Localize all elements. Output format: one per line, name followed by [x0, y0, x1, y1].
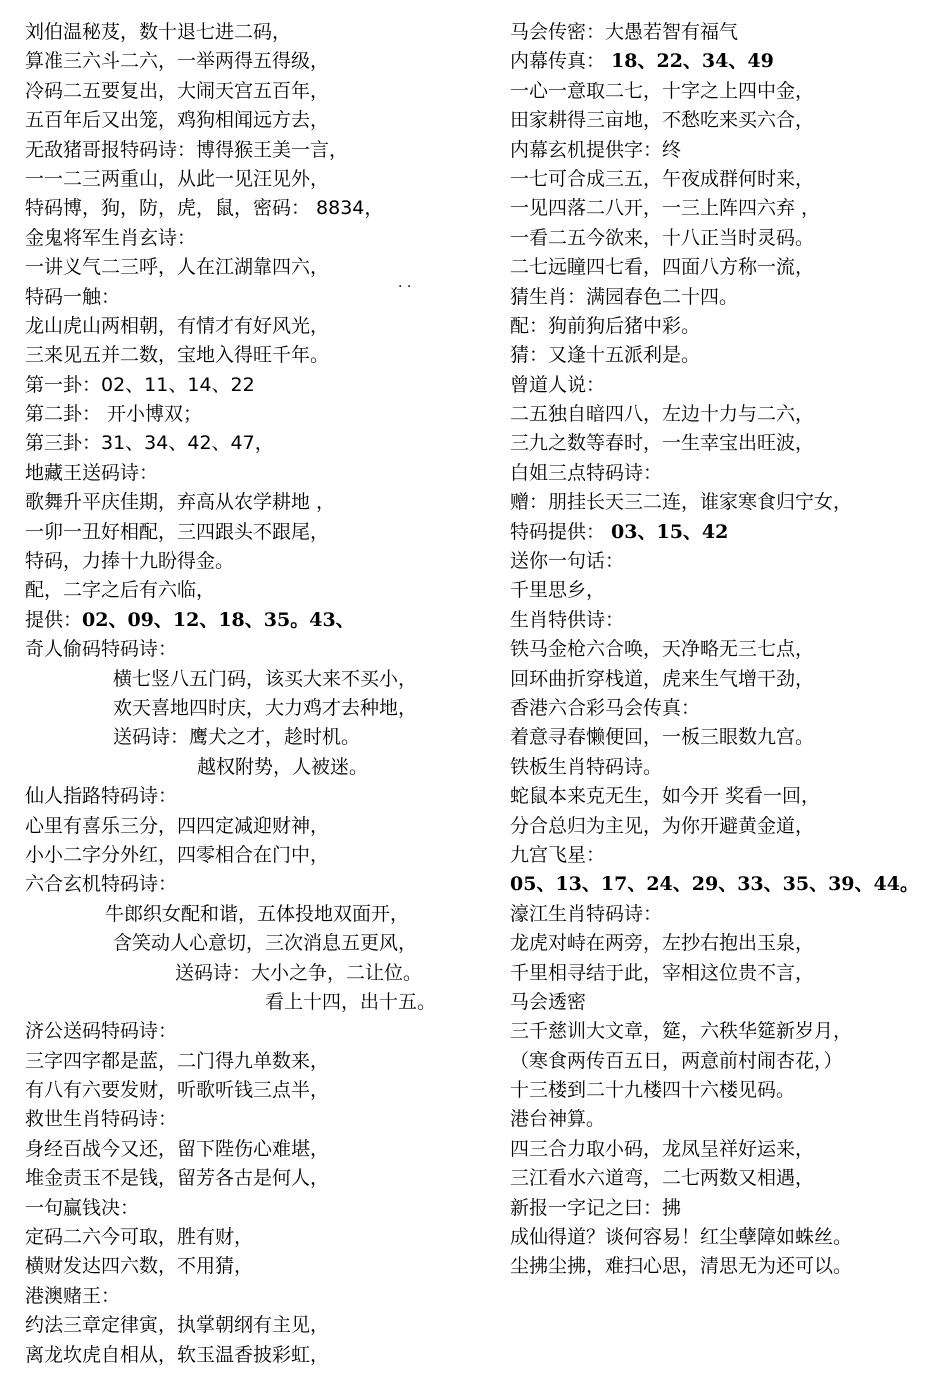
left-text-line — [25, 576, 495, 605]
left-text-line — [25, 18, 495, 47]
line-text: 五百年后又出笼，鸡狗相闻远方去， — [25, 109, 330, 132]
right-text-line — [510, 1076, 930, 1105]
right-text-line — [510, 106, 930, 135]
right-text-line — [510, 1194, 930, 1223]
right-text-line — [510, 988, 930, 1017]
line-text: 港台神算。 — [510, 1108, 606, 1131]
right-text-line — [510, 1017, 930, 1046]
right-text-line — [510, 1047, 930, 1076]
right-text-line — [510, 429, 930, 458]
line-text: 第一卦：02、11、14、22 — [25, 373, 255, 396]
line-text: 小小二字分外红，四零相合在门中， — [25, 843, 330, 866]
left-text-line — [25, 371, 495, 400]
line-bold-numbers: 18、22、34、49 — [611, 50, 774, 73]
line-text: 救世生肖特码诗： — [25, 1108, 178, 1131]
line-text: 横七竖八五门码，该买大来不买小， — [113, 667, 418, 690]
line-text: 一见四落二八开，一三上阵四六弃 ， — [510, 197, 821, 220]
left-text-line — [25, 723, 495, 752]
line-bold-numbers: 05、13、17、24、29、33、35、39、44。 — [510, 873, 919, 896]
right-text-line — [510, 194, 930, 223]
right-text-line — [510, 371, 930, 400]
line-text: 横财发达四六数，不用猜， — [25, 1255, 254, 1278]
line-text: 特码一触： — [25, 285, 121, 308]
left-text-line — [25, 812, 495, 841]
line-text: 二五独自暗四八，左边十力与二六， — [510, 403, 815, 426]
line-text: 第二卦： 开小博双； — [25, 403, 203, 426]
left-text-line — [25, 224, 495, 253]
left-text-line — [25, 900, 495, 929]
stray-dots: . . — [398, 275, 412, 291]
right-text-line — [510, 77, 930, 106]
line-text: 内幕玄机提供字：终 — [510, 138, 682, 161]
line-text: 济公送码特码诗： — [25, 1020, 178, 1043]
line-text: 铁板生肖特码诗。 — [510, 755, 663, 778]
right-text-line — [510, 782, 930, 811]
right-text-line — [510, 18, 930, 47]
right-text-line — [510, 1252, 930, 1281]
line-text: 马会传密：大愚若智有福气 — [510, 21, 739, 43]
left-text-line — [25, 400, 495, 429]
left-text-line — [25, 841, 495, 870]
line-text: 配：狗前狗后猪中彩。 — [510, 314, 701, 337]
line-text: 三九之数等春时，一生幸宝出旺波， — [510, 432, 815, 455]
line-text: 第三卦：31、34、42、47， — [25, 432, 274, 455]
right-text-line — [510, 1105, 930, 1134]
left-text-line — [25, 547, 495, 576]
right-text-line — [510, 283, 930, 312]
right-text-line — [510, 341, 930, 370]
left-text-line — [25, 959, 495, 988]
line-text: 金鬼将军生肖玄诗： — [25, 226, 197, 249]
left-text-line — [25, 1341, 495, 1370]
left-text-line — [25, 1017, 495, 1046]
left-text-line — [25, 341, 495, 370]
left-text-line — [25, 929, 495, 958]
line-text: 蛇鼠本来克无生，如今开 奖看一回， — [510, 785, 821, 808]
line-text: 仙人指路特码诗： — [25, 785, 178, 808]
line-text: 九宫飞星： — [510, 843, 606, 866]
line-text: 冷码二五要复出，大闹天宫五百年， — [25, 79, 330, 102]
right-text-line — [510, 812, 930, 841]
line-text: 一句赢钱决： — [25, 1196, 140, 1219]
line-text: 三字四字都是蓝，二门得九单数来， — [25, 1049, 330, 1072]
right-text-line — [510, 841, 930, 870]
line-text: 一心一意取二七，十字之上四中金， — [510, 79, 815, 102]
line-text: 约法三章定律寅，执掌朝纲有主见， — [25, 1314, 330, 1337]
line-text: 定码二六今可取，胜有财， — [25, 1226, 254, 1249]
line-text: 猜：又逢十五派利是。 — [510, 344, 701, 367]
line-text: （寒食两传百五日，两意前村闹杏花，） — [510, 1049, 843, 1072]
line-text: 三来见五并二数，宝地入得旺千年。 — [25, 344, 330, 367]
line-text: 离龙坎虎自相从，软玉温香披彩虹， — [25, 1343, 330, 1366]
line-text: 配，二字之后有六临， — [25, 579, 216, 602]
line-text: 堆金责玉不是钱，留芳各古是何人， — [25, 1167, 330, 1190]
line-text: 新报一字记之曰：拂 — [510, 1196, 682, 1219]
line-text: 龙山虎山两相朝，有情才有好风光， — [25, 314, 330, 337]
left-text-line — [25, 988, 495, 1017]
left-text-line — [25, 1047, 495, 1076]
right-text-line — [510, 900, 930, 929]
right-text-line — [510, 870, 930, 899]
line-text: 赠：朋挂长天三二连，谁家寒食归宁女， — [510, 491, 853, 514]
line-text: 看上十四，出十五。 — [265, 990, 437, 1013]
left-text-line — [25, 47, 495, 76]
line-text: 马会透密 — [510, 990, 587, 1013]
left-text-line — [25, 1105, 495, 1134]
line-text: 送码诗：大小之争，二让位。 — [175, 961, 423, 984]
left-text-line — [25, 165, 495, 194]
right-text-line — [510, 753, 930, 782]
right-text-line — [510, 694, 930, 723]
left-text-line — [25, 1311, 495, 1340]
left-text-line — [25, 1076, 495, 1105]
line-text: 濠江生肖特码诗： — [510, 902, 663, 925]
line-text: 白姐三点特码诗： — [510, 461, 663, 484]
left-text-line — [25, 665, 495, 694]
line-text: 猜生肖：满园春色二十四。 — [510, 285, 739, 308]
right-text-line — [510, 400, 930, 429]
line-text: 成仙得道？谈何容易！红尘孽障如蛛丝。 — [510, 1226, 853, 1249]
line-text: 歌舞升平庆佳期，弃高从农学耕地 ， — [25, 491, 336, 514]
line-text: 牛郎织女配和谐，五体投地双面开， — [105, 902, 410, 925]
line-bold-numbers: 02、09、12、18、35。43、 — [82, 608, 355, 631]
line-text: 四三合力取小码，龙凤呈祥好运来， — [510, 1137, 815, 1160]
right-text-line — [510, 224, 930, 253]
line-text: 铁马金枪六合唤，天净略无三七点， — [510, 638, 815, 661]
left-text-line — [25, 1194, 495, 1223]
left-text-line — [25, 136, 495, 165]
line-text: 送码诗：鹰犬之才，趁时机。 — [113, 726, 361, 749]
line-text: 六合玄机特码诗： — [25, 873, 178, 896]
line-text: 二七远瞳四七看，四面八方称一流， — [510, 256, 815, 279]
left-text-line — [25, 429, 495, 458]
line-text: 无敌猪哥报特码诗：博得猴王美一言， — [25, 138, 349, 161]
line-text: 有八有六要发财，听歌听钱三点半， — [25, 1079, 330, 1102]
line-text: 三江看水六道弯，二七两数又相遇， — [510, 1167, 815, 1190]
line-text: 越权附势，人被迷。 — [197, 755, 369, 778]
left-text-line — [25, 1164, 495, 1193]
line-text: 一卯一丑好相配，三四跟头不跟尾， — [25, 520, 330, 543]
right-text-line — [510, 929, 930, 958]
right-text-line — [510, 253, 930, 282]
line-text: 分合总归为主见，为你开避黄金道， — [510, 814, 815, 837]
line-text: 特码，力捧十九盼得金。 — [25, 550, 235, 573]
left-text-line — [25, 1282, 495, 1311]
right-text-line — [510, 723, 930, 752]
line-text: 龙虎对峙在两旁，左抄右抱出玉泉， — [510, 932, 815, 955]
left-column — [25, 18, 495, 1370]
line-text: 尘拂尘拂，难扫心思，清思无为还可以。 — [510, 1255, 853, 1278]
left-text-line — [25, 106, 495, 135]
left-text-line — [25, 606, 495, 635]
left-text-line — [25, 77, 495, 106]
left-text-line — [25, 782, 495, 811]
left-text-line — [25, 194, 495, 223]
line-text: 三千慈训大文章，筵，六秩华筵新岁月， — [510, 1020, 853, 1043]
line-text: 一讲义气二三呼，人在江湖靠四六， — [25, 256, 330, 279]
right-text-line — [510, 606, 930, 635]
line-bold-numbers: 03、15、42 — [611, 520, 729, 543]
right-text-line — [510, 136, 930, 165]
left-text-line — [25, 753, 495, 782]
line-text: 送你一句话： — [510, 550, 625, 573]
line-text: 生肖特供诗： — [510, 608, 625, 631]
right-text-line — [510, 547, 930, 576]
line-text: 着意寻春懒便回，一板三眼数九宫。 — [510, 726, 815, 749]
right-text-line — [510, 165, 930, 194]
line-text: 回环曲折穿栈道，虎来生气增干劲， — [510, 667, 815, 690]
line-text: 心里有喜乐三分，四四定减迎财神， — [25, 814, 330, 837]
line-text: 曾道人说： — [510, 373, 606, 396]
left-text-line — [25, 459, 495, 488]
left-text-line — [25, 253, 495, 282]
left-text-line — [25, 518, 495, 547]
left-text-line — [25, 694, 495, 723]
line-text: 特码博，狗，防，虎，鼠，密码： 8834， — [25, 197, 384, 220]
line-text: 地藏王送码诗： — [25, 461, 159, 484]
right-text-line — [510, 1223, 930, 1252]
line-text: 一七可合成三五，午夜成群何时来， — [510, 167, 815, 190]
line-text: 田家耕得三亩地，不愁吃来买六合， — [510, 109, 815, 132]
left-text-line — [25, 1135, 495, 1164]
right-text-line — [510, 1164, 930, 1193]
line-text: 刘伯温秘芨，数十退七进二码， — [25, 21, 292, 43]
line-text: 含笑动人心意切，三次消息五更风， — [113, 932, 418, 955]
left-text-line — [25, 283, 495, 312]
right-text-line — [510, 1135, 930, 1164]
right-text-line — [510, 959, 930, 988]
line-text: 算准三六斗二六，一举两得五得级， — [25, 50, 330, 73]
right-column — [510, 18, 930, 1282]
right-text-line — [510, 47, 930, 76]
line-text: 身经百战今又还，留下陛伤心难堪， — [25, 1137, 330, 1160]
left-text-line — [25, 1223, 495, 1252]
right-text-line — [510, 459, 930, 488]
line-text: 欢天喜地四时庆，大力鸡才去种地， — [113, 696, 418, 719]
left-text-line — [25, 635, 495, 664]
line-text: 十三楼到二十九楼四十六楼见码。 — [510, 1079, 796, 1102]
right-text-line — [510, 312, 930, 341]
right-text-line — [510, 665, 930, 694]
right-text-line — [510, 635, 930, 664]
left-text-line — [25, 1252, 495, 1281]
line-text: 香港六合彩马会传真： — [510, 696, 701, 719]
left-text-line — [25, 870, 495, 899]
line-text: 一看二五今欲来，十八正当时灵码。 — [510, 226, 815, 249]
right-text-line — [510, 518, 930, 547]
line-text: 特码提供： — [510, 520, 612, 543]
left-text-line — [25, 488, 495, 517]
line-text: 一一二三两重山，从此一见汪见外， — [25, 167, 330, 190]
line-text: 提供： — [25, 608, 83, 631]
right-text-line — [510, 488, 930, 517]
line-text: 千里相寻结于此，宰相这位贵不言， — [510, 961, 815, 984]
line-text: 港澳赌王： — [25, 1284, 121, 1307]
right-text-line — [510, 576, 930, 605]
line-text: 千里思乡， — [510, 579, 606, 602]
line-text: 奇人偷码特码诗： — [25, 638, 178, 661]
line-text: 内幕传真： — [510, 50, 612, 73]
left-text-line — [25, 312, 495, 341]
